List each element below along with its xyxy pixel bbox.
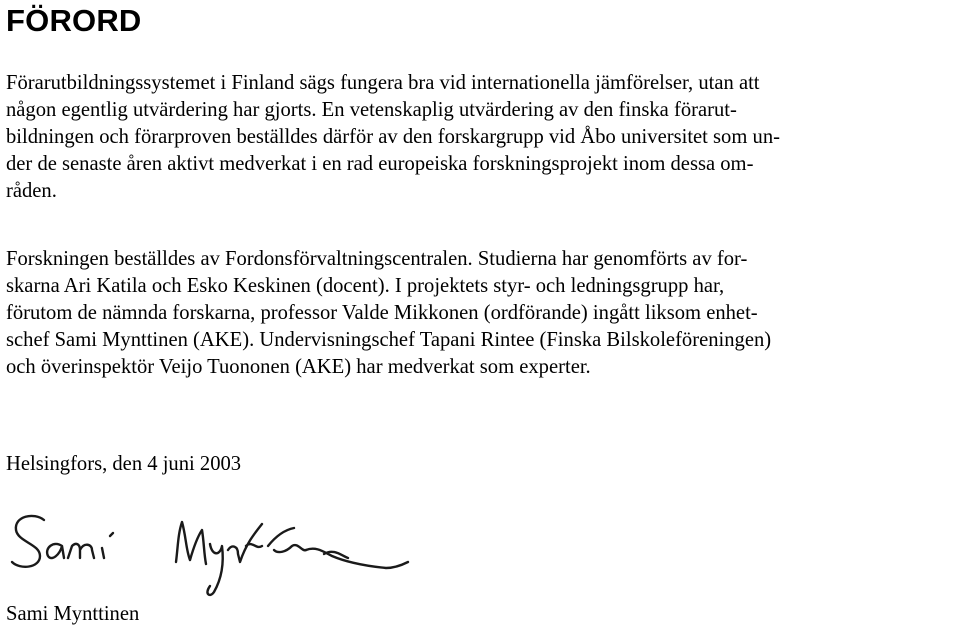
paragraph-line: der de senaste åren aktivt medverkat i en rad europeiska forskningsprojekt inom dessa om- [6,153,754,175]
handwritten-signature [6,506,416,606]
paragraph-line: Forskningen beställdes av Fordonsförvaltningscentralen. Studierna har genomförts av for- [6,248,748,270]
paragraph-intro [6,70,780,205]
place-and-date: Helsingfors, den 4 juni 2003 [6,453,242,475]
page-title: FÖRORD [6,3,142,38]
paragraph-line: förutom de nämnda forskarna, professor Valde Mikkonen (ordförande) ingått liksom enhet- [6,302,758,324]
paragraph-research [6,246,771,381]
paragraph-line: och överinspektör Veijo Tuononen (AKE) har medverkat som experter. [6,356,591,378]
paragraph-line: skarna Ari Katila och Esko Keskinen (docent). I projektets styr- och ledningsgrupp har, [6,275,725,297]
paragraph-line: råden. [6,180,57,202]
document-page [6,0,956,625]
signer-name: Sami Mynttinen [6,603,140,625]
paragraph-line: bildningen och förarproven beställdes därför av den forskargrupp vid Åbo universitet som un- [6,126,780,148]
paragraph-line: Förarutbildningssystemet i Finland sägs fungera bra vid internationella jämförelser, utan att [6,72,760,94]
paragraph-line: någon egentlig utvärdering har gjorts. En vetenskaplig utvärdering av den finska förarut- [6,99,737,121]
paragraph-line: schef Sami Mynttinen (AKE). Undervisningschef Tapani Rintee (Finska Bilskoleföreningen) [6,329,772,351]
